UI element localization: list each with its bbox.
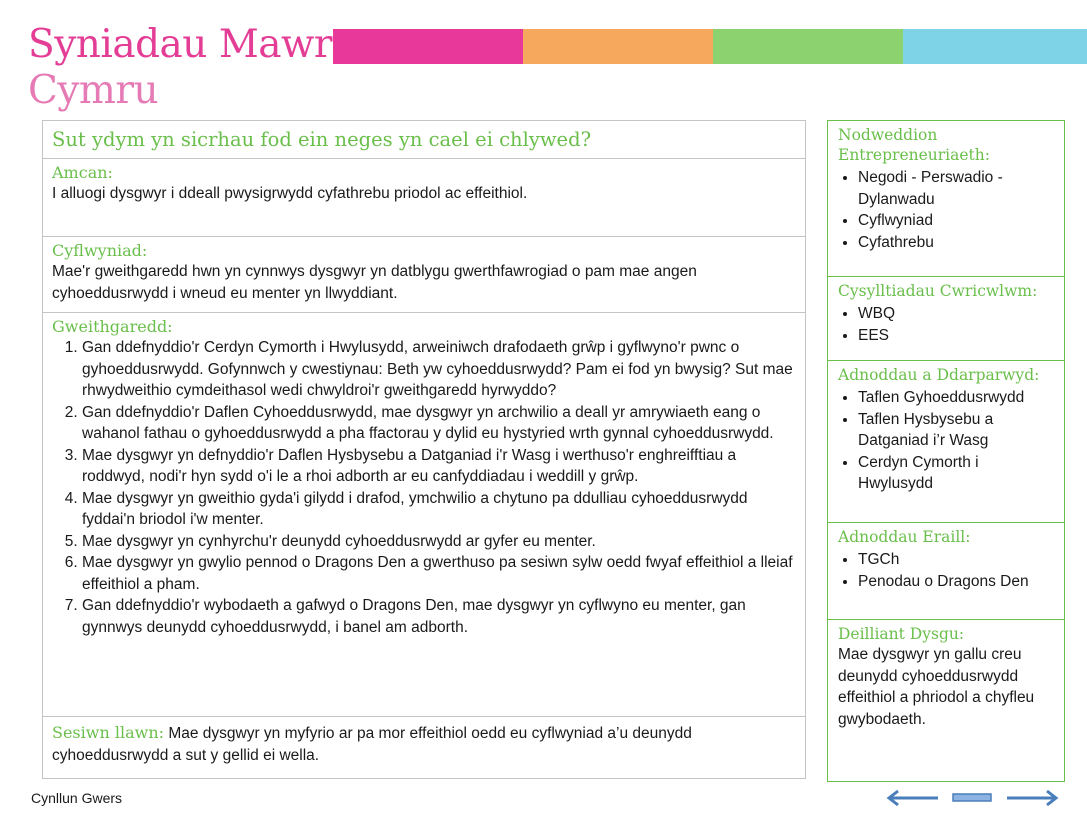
list-item: • Cerdyn Cymorth i Hwylusydd — [858, 452, 1056, 495]
activity-item: 5. Mae dysgwyr yn cynhyrchu'r deunydd cyhoeddusrwydd ar gyfer eu menter. — [82, 531, 795, 553]
entrepreneurship-heading: Nodweddion Entrepreneuriaeth: — [838, 126, 990, 164]
lesson-plan-panel — [42, 120, 806, 779]
arrow-right-icon[interactable] — [1005, 788, 1061, 808]
menu-bar-icon[interactable] — [952, 788, 992, 808]
color-stripe-blue — [903, 29, 1087, 64]
curriculum-links-list — [838, 303, 1056, 346]
resources-provided-section — [828, 361, 1064, 523]
arrow-left-icon[interactable] — [884, 788, 940, 808]
activity-item: 2. Gan ddefnyddio'r Daflen Cyhoeddusrwydd, mae dysgwyr yn archwilio a deall yr amrywiaeth eang o wahanol fathau o gyhoeddusrwydd a pha ffactorau y dylid eu hystyried wrth gynnal cyhoeddusrwydd. — [82, 402, 795, 445]
question-section — [43, 121, 805, 159]
list-item: • EES — [858, 325, 1056, 347]
aim-heading: Amcan: — [52, 163, 113, 182]
footer-label: Cynllun Gwers — [31, 790, 123, 806]
list-item: • TGCh — [858, 549, 1056, 571]
aim-section — [43, 159, 805, 237]
lesson-question: Sut ydym yn sicrhau fod ein neges yn cael ei chlywed? — [52, 128, 592, 151]
list-item: • Cyflwyniad — [858, 210, 1056, 232]
learning-outcome-section — [828, 620, 1064, 734]
activity-heading: Gweithgaredd: — [52, 317, 173, 336]
resources-provided-heading: Adnoddau a Ddarparwyd: — [838, 366, 1040, 384]
list-item: • WBQ — [858, 303, 1056, 325]
curriculum-links-heading: Cysylltiadau Cwricwlwm: — [838, 282, 1038, 300]
activity-section — [43, 313, 805, 717]
brand-logo — [28, 22, 332, 114]
other-resources-list — [838, 549, 1056, 592]
activity-item: 3. Mae dysgwyr yn defnyddio'r Daflen Hysbysebu a Datganiad i'r Wasg i werthuso'r enghreifftiau a roddwyd, nodi'r hyn sydd o'i le a rhoi adborth ar eu canfyddiadau i weddill y grŵp. — [82, 445, 795, 488]
introduction-section — [43, 237, 805, 313]
sidebar-panel — [827, 120, 1065, 782]
learning-outcome-text: Mae dysgwyr yn gallu creu deunydd cyhoeddusrwydd effeithiol a phriodol a chyfleu gwybodaeth. — [838, 646, 1035, 728]
other-resources-section — [828, 523, 1064, 620]
list-item: • Negodi - Perswadio - Dylanwadu — [858, 167, 1056, 210]
brand-subtitle: Cymru — [28, 68, 159, 113]
activity-list — [52, 337, 795, 638]
list-item: • Cyfathrebu — [858, 232, 1056, 254]
curriculum-links-section — [828, 277, 1064, 361]
learning-outcome-heading: Deilliant Dysgu: — [838, 625, 965, 643]
plenary-text: Mae dysgwyr yn myfyrio ar pa mor effeithiol oedd eu cyflwyniad a’u deunydd cyhoeddusrwydd a sut y gellid ei wella. — [52, 725, 692, 764]
color-stripe-pink — [333, 29, 523, 64]
introduction-heading: Cyflwyniad: — [52, 241, 148, 260]
other-resources-heading: Adnoddau Eraill: — [838, 528, 971, 546]
activity-item: 4. Mae dysgwyr yn gweithio gyda'i gilydd i drafod, ymchwilio a chytuno pa ddulliau cyhoeddusrwydd fyddai'n briodol i'w menter. — [82, 488, 795, 531]
color-stripe-green — [713, 29, 903, 64]
activity-item: 7. Gan ddefnyddio'r wybodaeth a gafwyd o Dragons Den, mae dysgwyr yn cyflwyno eu menter, gan gynnwys deunydd cyhoeddusrwydd, i banel am adborth. — [82, 595, 795, 638]
entrepreneurship-section — [828, 121, 1064, 277]
activity-item: 6. Mae dysgwyr yn gwylio pennod o Dragons Den a gwerthuso pa sesiwn sylw oedd fwyaf effeithiol a lleiaf effeithiol a pham. — [82, 552, 795, 595]
activity-item: 1. Gan ddefnyddio'r Cerdyn Cymorth i Hwylusydd, arweiniwch drafodaeth grŵp i gyflwyno'r pwnc o gyhoeddusrwydd. Gofynnwch y cwestiynau: Beth yw cyhoeddusrwydd? Pam ei fod yn bwysig? Sut mae rhwydweithio cymdeithasol wedi chwyldroi'r gweithgaredd hyrwyddo? — [82, 337, 795, 402]
plenary-paragraph — [52, 723, 795, 766]
entrepreneurship-list — [838, 167, 1056, 253]
brand-title: Syniadau Mawr — [28, 22, 333, 67]
list-item: • Taflen Hysbysebu a Datganiad i’r Wasg — [858, 409, 1056, 452]
introduction-text: Mae'r gweithgaredd hwn yn cynnwys dysgwyr yn datblygu gwerthfawrogiad o pam mae angen cyhoeddusrwydd i wneud eu menter yn llwyddiant. — [52, 263, 697, 302]
color-stripe-orange — [523, 29, 713, 64]
plenary-heading: Sesiwn llawn: — [52, 723, 165, 742]
list-item: • Taflen Gyhoeddusrwydd — [858, 387, 1056, 409]
plenary-section — [43, 717, 805, 772]
aim-text: I alluogi dysgwyr i ddeall pwysigrwydd cyfathrebu priodol ac effeithiol. — [52, 185, 528, 202]
resources-provided-list — [838, 387, 1056, 495]
list-item: • Penodau o Dragons Den — [858, 571, 1056, 593]
